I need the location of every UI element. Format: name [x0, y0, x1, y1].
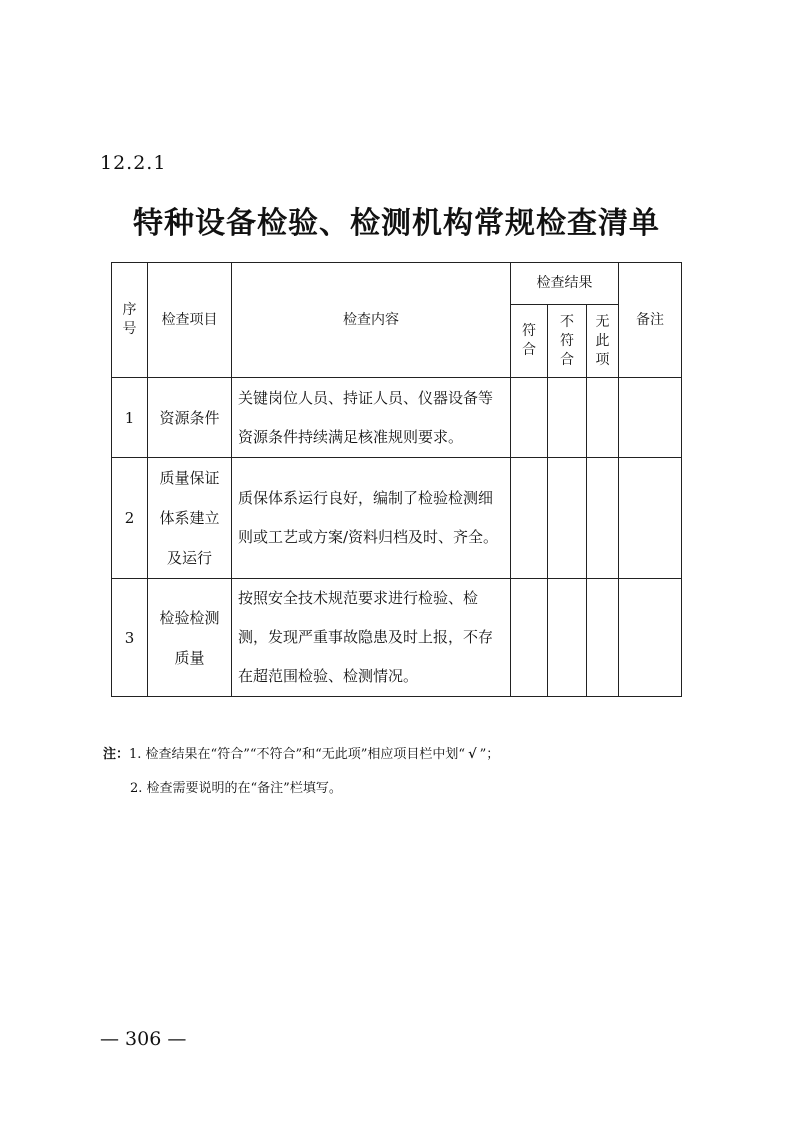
header-na-char: 此 — [595, 332, 610, 349]
row-content — [232, 378, 511, 458]
header-content: 检查内容 — [232, 263, 511, 378]
note-label: 注： — [103, 747, 130, 762]
row-content-line: 按照安全技术规范要求进行检验、检 — [238, 589, 479, 607]
note-1-suffix: ”； — [479, 747, 500, 762]
header-not-comply-char: 不 — [560, 313, 574, 330]
header-result: 检查结果 — [511, 263, 619, 305]
row-content-line: 则或工艺或方案/资料归档及时、齐全。 — [238, 528, 499, 546]
cell-comply[interactable] — [511, 458, 548, 579]
notes — [103, 738, 499, 806]
row-content-line: 测，发现严重事故隐患及时上报，不存 — [238, 628, 494, 646]
row-seq: 1 — [112, 378, 148, 458]
row-item-line: 体系建立 — [159, 509, 220, 527]
header-not-applicable — [587, 305, 619, 378]
row-item-line: 质量保证 — [159, 469, 220, 487]
header-seq — [112, 263, 148, 378]
header-na-char: 无 — [595, 313, 610, 330]
checklist-table — [111, 262, 682, 697]
cell-comply[interactable] — [511, 579, 548, 697]
header-seq-char: 序 — [122, 302, 137, 318]
header-not-comply — [548, 305, 587, 378]
header-comply — [511, 305, 548, 378]
row-seq: 3 — [112, 579, 148, 697]
row-content — [232, 458, 511, 579]
header-seq-char: 号 — [122, 321, 137, 337]
cell-not-applicable[interactable] — [587, 579, 619, 697]
page-title: 特种设备检验、检测机构常规检查清单 — [133, 206, 660, 241]
cell-not-comply[interactable] — [548, 579, 587, 697]
header-item: 检查项目 — [148, 263, 232, 378]
cell-remarks[interactable] — [619, 579, 682, 697]
header-comply-char: 符 — [522, 323, 536, 339]
header-not-comply-char: 符 — [560, 332, 574, 349]
row-item — [148, 378, 232, 458]
row-item — [148, 579, 232, 697]
row-item-line: 质量 — [174, 648, 205, 667]
row-content-line: 关键岗位人员、持证人员、仪器设备等 — [238, 388, 494, 407]
note-line-1 — [103, 738, 499, 772]
row-content — [232, 579, 511, 697]
cell-remarks[interactable] — [619, 458, 682, 579]
table-header-row — [112, 263, 682, 305]
row-item-line: 资源条件 — [159, 408, 220, 427]
row-item-line: 检验检测 — [159, 608, 220, 627]
note-line-2: 2. 检查需要说明的在“备注”栏填写。 — [130, 781, 342, 796]
cell-not-comply[interactable] — [548, 378, 587, 458]
cell-comply[interactable] — [511, 378, 548, 458]
cell-not-comply[interactable] — [548, 458, 587, 579]
section-number: 12.2.1 — [100, 152, 167, 174]
header-not-comply-char: 合 — [560, 351, 574, 368]
row-content-line: 资源条件持续满足核准规则要求。 — [238, 427, 464, 446]
header-na-char: 项 — [595, 351, 610, 368]
page-number: — 306 — — [100, 1028, 187, 1050]
row-content-line: 在超范围检验、检测情况。 — [238, 667, 419, 685]
row-content-line: 质保体系运行良好，编制了检验检测细 — [238, 489, 494, 507]
cell-remarks[interactable] — [619, 378, 682, 458]
header-comply-char: 合 — [522, 342, 536, 358]
table-row — [112, 458, 682, 579]
table-row — [112, 579, 682, 697]
row-item — [148, 458, 232, 579]
header-remarks: 备注 — [619, 263, 682, 378]
cell-not-applicable[interactable] — [587, 378, 619, 458]
row-seq: 2 — [112, 458, 148, 579]
row-item-line: 及运行 — [166, 549, 212, 567]
cell-not-applicable[interactable] — [587, 458, 619, 579]
check-mark-icon: √ — [468, 747, 477, 762]
table-row — [112, 378, 682, 458]
note-1-prefix: 1. 检查结果在“符合”“不符合”和“无此项”相应项目栏中划“ — [129, 747, 466, 762]
